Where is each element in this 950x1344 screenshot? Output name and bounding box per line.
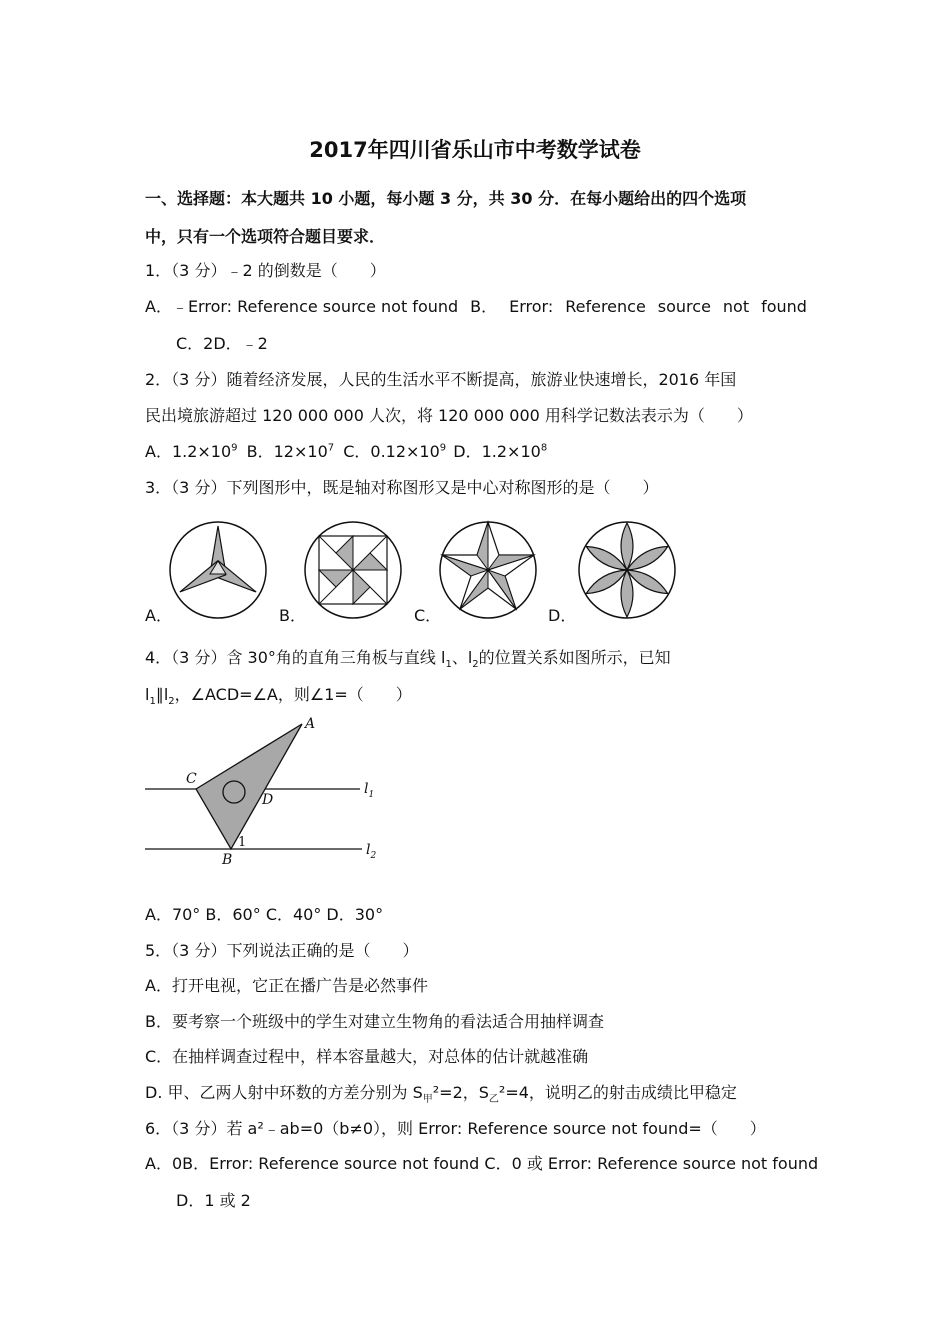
fig-label-angle1: 1 [238, 835, 247, 850]
q4-stem-line2: $l_1\parallel l_2$，∠ACD=∠A，则∠1=（ ） [145, 685, 412, 708]
q5-option-c: C．在抽样调查过程中，样本容量越大，对总体的估计就越准确 [145, 1047, 589, 1066]
q2-options [145, 441, 807, 463]
q1-option-b-word: source [657, 297, 711, 316]
q4-options: A．70° B．60° C．40° D．30° [145, 905, 384, 924]
q6-stem: 6．（3 分）若 a²﹣ab=0（b≠0），则 Error: Reference source not found=（ ） [145, 1119, 766, 1138]
q1-stem: 1．（3 分）﹣2 的倒数是（ ） [145, 261, 386, 280]
q3-figure-d [577, 520, 677, 620]
q1-options-cd: C．2D．﹣2 [176, 334, 268, 353]
q2-stem-line1: 2．（3 分）随着经济发展，人民的生活水平不断提高，旅游业快速增长，2016 年国 [145, 370, 737, 389]
q1-option-b-word: Error: [509, 297, 554, 316]
fig-label-l2: $l_2$ [366, 842, 377, 861]
q2-option-b: B．$12\times 10^7$ [246, 442, 335, 461]
q1-option-b-label: B． [470, 297, 498, 316]
q5-option-a: A．打开电视，它正在播广告是必然事件 [145, 976, 428, 995]
q4-stem-line1: 4．（3 分）含 30°角的直角三角板与直线 $l_1$、$l_2$的位置关系如图所示，已知 [145, 648, 671, 671]
q2-option-a: A．$1.2\times 10^9$ [145, 442, 238, 461]
q3-figure-c [438, 520, 538, 620]
q3-figure-a [168, 520, 268, 620]
q3-option-b-label: B． [279, 606, 306, 625]
q4-triangle-figure [140, 712, 400, 872]
q2-stem-line2: 民出境旅游超过 120 000 000 人次，将 120 000 000 用科学记数法表示为（ ） [145, 406, 753, 425]
q1-option-b-word: Reference [565, 297, 646, 316]
q6-option-d: D．1 或 2 [176, 1191, 251, 1210]
q2-option-d: D．$1.2\times 10^8$ [453, 442, 548, 461]
q5-stem: 5．（3 分）下列说法正确的是（ ） [145, 941, 419, 960]
q1-option-b-word: found [761, 297, 807, 316]
q3-figure-b [303, 520, 403, 620]
q1-option-b-word: not [722, 297, 750, 316]
page-title: 2017年四川省乐山市中考数学试卷 [309, 138, 641, 162]
fig-label-c: C [186, 771, 197, 787]
fig-label-d: D [262, 792, 274, 808]
q3-stem: 3．（3 分）下列图形中，既是轴对称图形又是中心对称图形的是（ ） [145, 478, 659, 497]
section-heading-line1: 一、选择题：本大题共 10 小题，每小题 3 分，共 30 分．在每小题给出的四个选项 [145, 189, 747, 208]
q5-option-d: D. 甲、乙两人射中环数的方差分别为 $S_甲^2=2$，$S_乙^2=4$，说明乙的射击成绩比甲稳定 [145, 1083, 737, 1106]
q3-option-c-label: C． [414, 606, 442, 625]
section-heading-line2: 中，只有一个选项符合题目要求． [145, 227, 386, 246]
fig-label-b: B [222, 852, 233, 868]
q5-option-b: B．要考察一个班级中的学生对建立生物角的看法适合用抽样调查 [145, 1012, 604, 1031]
q6-options-abc: A．0B．Error: Reference source not found C．0 或 Error: Reference source not found [145, 1154, 819, 1173]
q2-option-c: C．$0.12\times 10^9$ [343, 442, 447, 461]
q3-option-a-label: A． [145, 606, 172, 625]
q1-options-ab [145, 296, 807, 318]
fig-label-a: A [305, 716, 316, 732]
q1-option-a: A．﹣Error: Reference source not found [145, 297, 459, 316]
fig-label-l1: $l_1$ [364, 781, 375, 800]
q3-option-d-label: D． [548, 606, 577, 625]
